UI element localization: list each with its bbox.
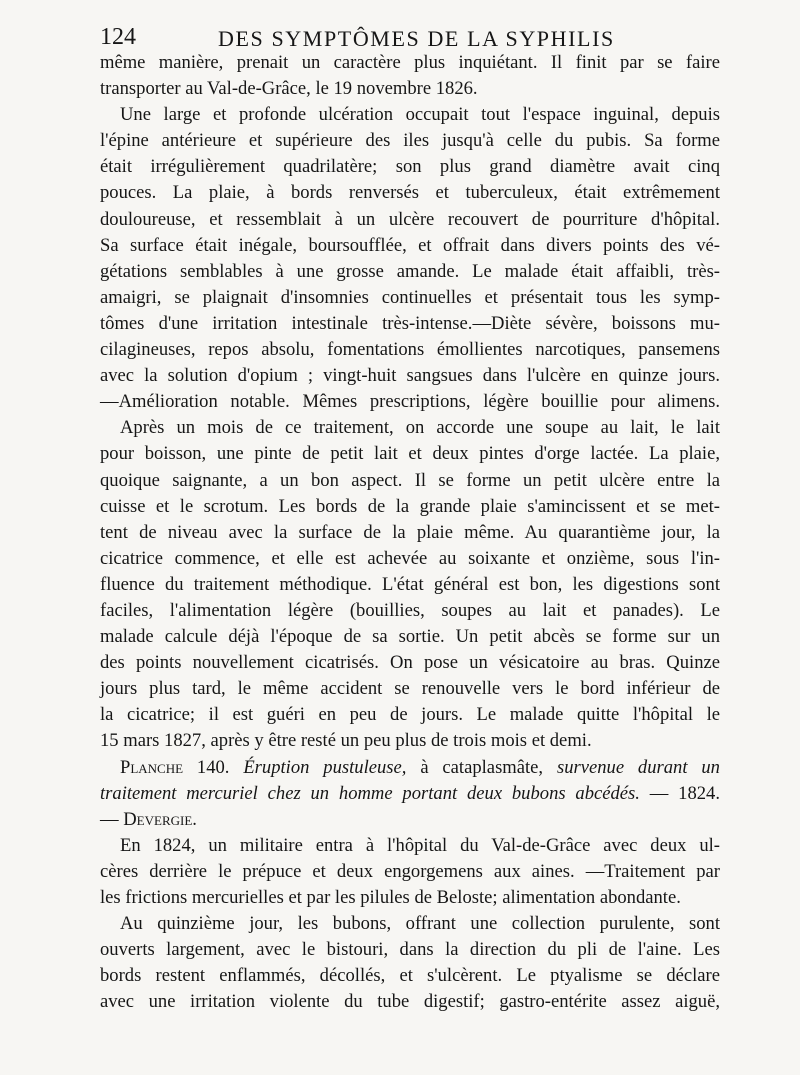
text-line: amaigri, se plaignait d'insomnies continuelles et présentait tous les symp- xyxy=(100,286,720,308)
plate-caption-line xyxy=(100,781,720,807)
plate-caption xyxy=(100,755,720,833)
text-line: Une large et profonde ulcération occupait tout l'espace inguinal, depuis xyxy=(120,104,720,126)
text-line: quoique saignante, a un bon aspect. Il se forme un petit ulcère entre la xyxy=(100,469,720,491)
plate-caption-line xyxy=(100,755,720,781)
text-line: cères derrière le prépuce et deux engorgemens aux aines. —Traitement par xyxy=(100,860,720,882)
text-line: avec la solution d'opium ; vingt-huit sangsues dans l'ulcère en quinze jours. xyxy=(100,365,720,387)
text-line: tent de niveau avec la surface de la plaie même. Au quarantième jour, la xyxy=(100,521,720,543)
plate-year: — 1824. xyxy=(649,782,721,804)
text-line: était irrégulièrement quadrilatère; son plus grand diamètre avait cinq xyxy=(100,156,720,178)
text-line: Sa surface était inégale, boursoufflée, et offrait dans divers points des vé- xyxy=(100,234,720,256)
text-line: Au quinzième jour, les bubons, offrant une collection purulente, sont xyxy=(120,913,720,935)
text-line: transporter au Val-de-Grâce, le 19 novembre 1826. xyxy=(100,78,478,100)
plate-subtitle: à cataplasmâte, xyxy=(420,756,544,778)
text-line: —Amélioration notable. Mêmes prescriptions, légère bouillie pour alimens. xyxy=(100,391,720,413)
text-line: faciles, l'alimentation légère (bouillies, soupes au lait et panades). Le xyxy=(100,599,720,621)
text-line: bords restent enflammés, décollés, et s'ulcèrent. Le ptyalisme se déclare xyxy=(100,965,720,987)
text-line: cuisse et le scrotum. Les bords de la grande plaie s'amincissent et se met- xyxy=(100,495,720,517)
text-line: pour boisson, une pinte de petit lait et deux pintes d'orge lactée. La plaie, xyxy=(100,443,720,465)
plate-title: Éruption pustuleuse, xyxy=(243,756,407,778)
text-line: douloureuse, et ressemblait à un ulcère recouvert de pourriture d'hôpital. xyxy=(100,208,720,230)
paragraph-3 xyxy=(100,415,720,754)
plate-description: traitement mercuriel chez un homme portant deux bubons abcédés. xyxy=(100,782,640,804)
text-line: les frictions mercurielles et par les pilules de Beloste; alimentation abondante. xyxy=(100,887,681,908)
paragraph-2 xyxy=(100,102,720,415)
text-line: pouces. La plaie, à bords renversés et tuberculeux, était extrêmement xyxy=(100,182,720,204)
text-line: cicatrice commence, et elle est achevée au soixante et onzième, sous l'in- xyxy=(100,547,720,569)
running-title: DES SYMPTÔMES DE LA SYPHILIS xyxy=(218,26,615,51)
text-line: l'épine antérieure et supérieure des iles jusqu'à celle du pubis. Sa forme xyxy=(100,130,720,152)
plate-author: — Devergie. xyxy=(100,808,197,830)
paragraph-4 xyxy=(100,833,720,911)
page-number: 124 xyxy=(100,24,136,50)
text-line: la cicatrice; il est guéri en peu de jours. Le malade quitte l'hôpital le xyxy=(100,704,720,726)
text-line: des points nouvellement cicatrisés. On pose un vésicatoire au bras. Quinze xyxy=(100,652,720,674)
paragraph-5 xyxy=(100,911,720,1015)
text-line: cilagineuses, repos absolu, fomentations émollientes narcotiques, pansemens xyxy=(100,339,720,361)
text-line: malade calcule déjà l'époque de sa sortie. Un petit abcès se forme sur un xyxy=(100,626,720,648)
text-line: fluence du traitement méthodique. L'état général est bon, les digestions sont xyxy=(100,573,720,595)
body-text xyxy=(100,50,720,1015)
text-line: ouverts largement, avec le bistouri, dans la direction du pli de l'aine. Les xyxy=(100,939,720,961)
paragraph-1 xyxy=(100,50,720,102)
text-line: avec une irritation violente du tube digestif; gastro-entérite assez aiguë, xyxy=(100,991,720,1013)
plate-subtitle-italic: survenue durant un xyxy=(556,756,720,778)
text-line: même manière, prenait un caractère plus inquiétant. Il finit par se faire xyxy=(100,52,720,73)
text-line: 15 mars 1827, après y être resté un peu plus de trois mois et demi. xyxy=(100,730,592,752)
text-line: Après un mois de ce traitement, on accorde une soupe au lait, le lait xyxy=(120,417,720,439)
text-line: gétations semblables à une grosse amande. Le malade était affaibli, très- xyxy=(100,260,720,282)
text-line: jours plus tard, le même accident se renouvelle vers le bord inférieur de xyxy=(100,678,720,700)
plate-label: Planche 140. xyxy=(120,756,230,778)
text-line: En 1824, un militaire entra à l'hôpital du Val-de-Grâce avec deux ul- xyxy=(120,834,720,856)
text-line: tômes d'une irritation intestinale très-intense.—Diète sévère, boissons mu- xyxy=(100,312,720,334)
